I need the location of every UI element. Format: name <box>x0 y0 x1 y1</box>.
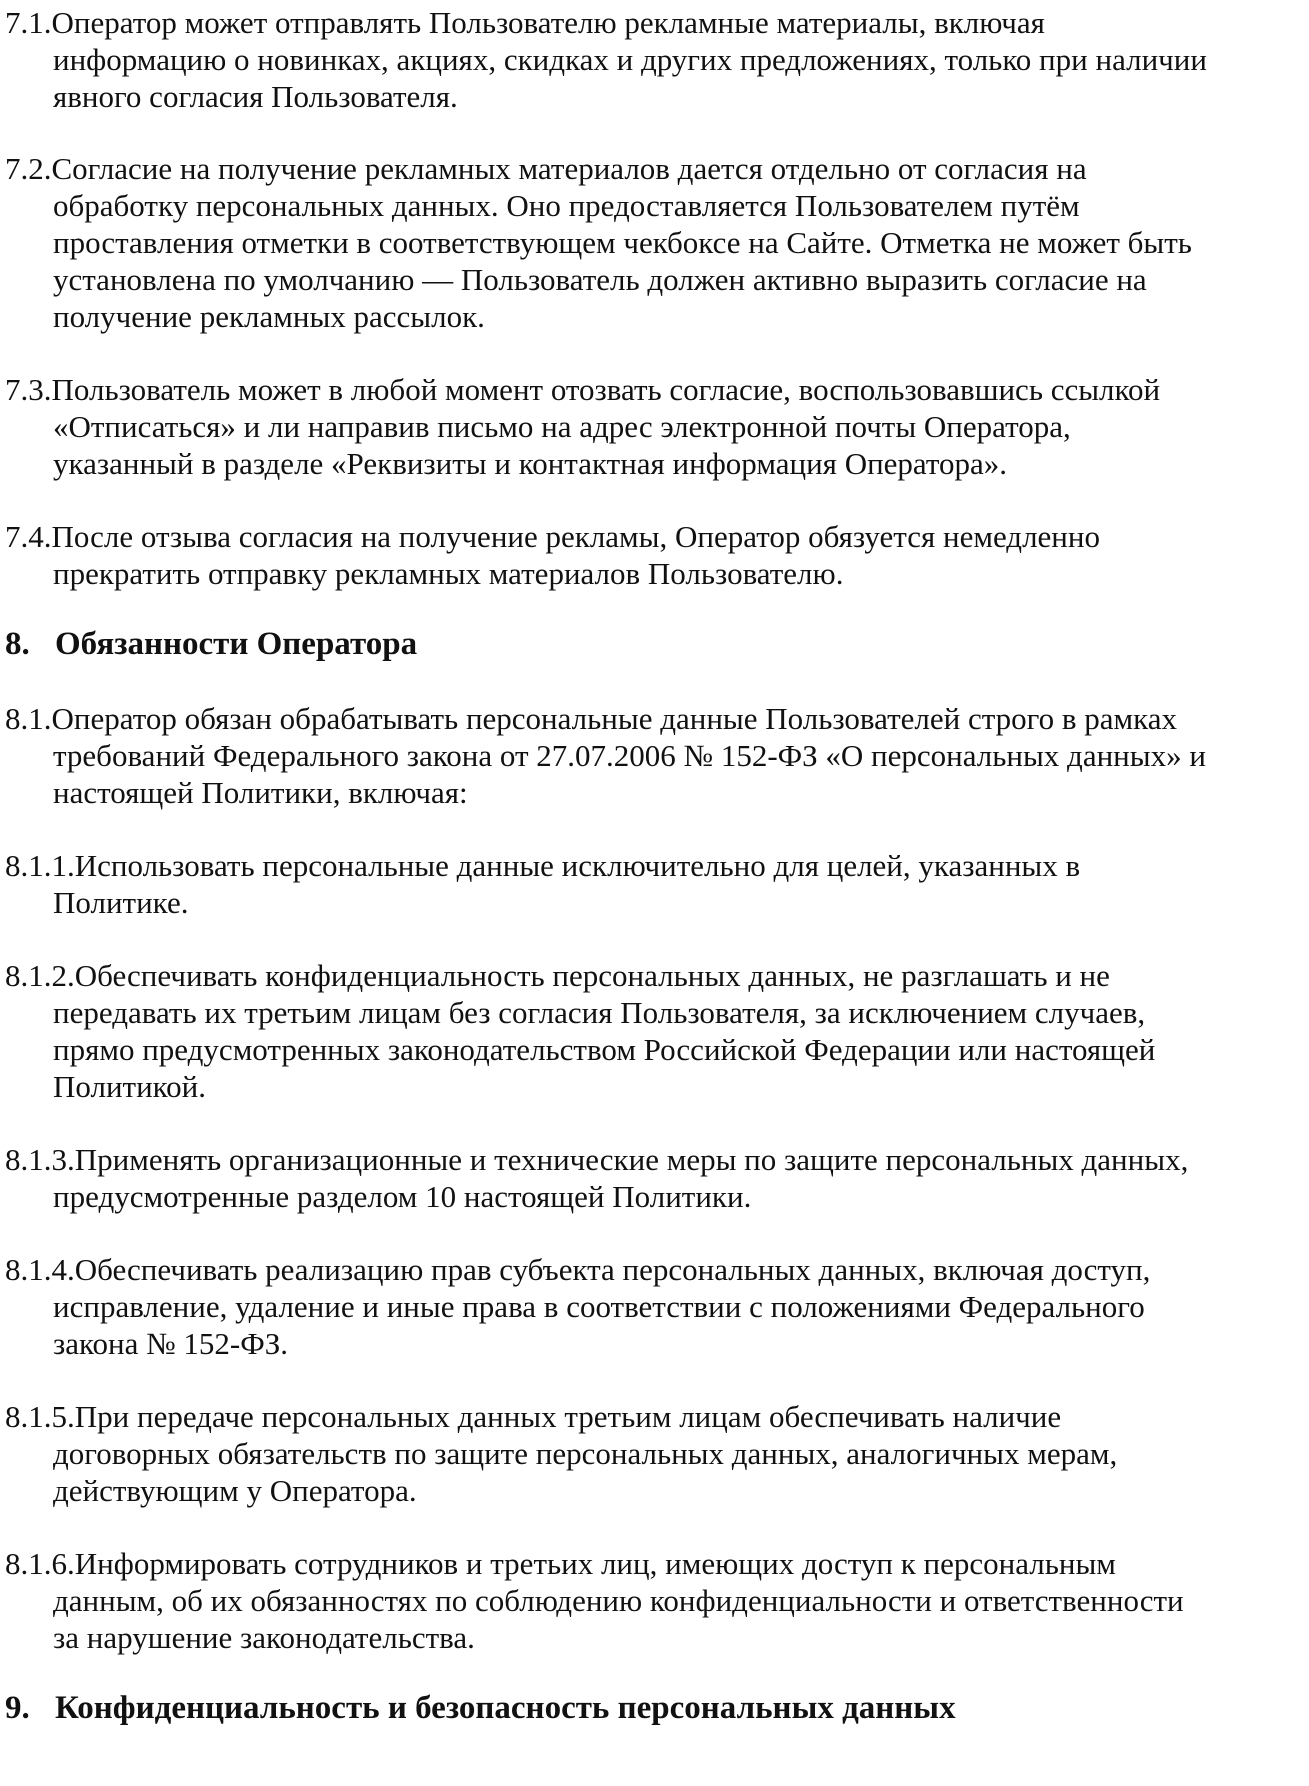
clause-text-line: действующим у Оператора. <box>53 1473 417 1508</box>
clause-8-1-6 <box>5 1545 1295 1656</box>
clause-text-line: прямо предусмотренных законодательством Российской Федерации или настоящей <box>53 1032 1156 1067</box>
clause-8-1-5 <box>5 1398 1295 1509</box>
clause-number: 7.4. <box>5 519 52 554</box>
clause-number: 8.1. <box>5 701 52 736</box>
clause-number: 8.1.3. <box>5 1142 75 1177</box>
section-title: Конфиденциальность и безопасность персональных данных <box>55 1690 956 1726</box>
clause-8-1-4 <box>5 1251 1295 1362</box>
clause-text-line: указанный в разделе «Реквизиты и контактная информация Оператора». <box>53 446 1008 481</box>
clause-number: 7.1. <box>5 5 52 40</box>
clause-text-line: закона № 152-ФЗ. <box>53 1326 289 1361</box>
clause-text-line: информацию о новинках, акциях, скидках и других предложениях, только при наличии <box>53 42 1207 77</box>
clause-text-line: обработку персональных данных. Оно предоставляется Пользователем путём <box>53 188 1080 223</box>
section-number: 8. <box>5 626 30 662</box>
clause-text-line: Политикой. <box>53 1069 207 1104</box>
clause-8-1 <box>5 700 1295 811</box>
clause-8-1-2 <box>5 957 1295 1105</box>
clause-text-line: прекратить отправку рекламных материалов Пользователю. <box>53 556 844 591</box>
clause-number: 8.1.1. <box>5 848 75 883</box>
clause-text-line: данным, об их обязанностях по соблюдению конфиденциальности и ответственности <box>53 1583 1184 1618</box>
clause-7-3 <box>5 371 1295 482</box>
clause-text-line: получение рекламных рассылок. <box>53 299 485 334</box>
clause-text-line: «Отписаться» и ли направив письмо на адрес электронной почты Оператора, <box>53 409 1071 444</box>
clause-text-line: за нарушение законодательства. <box>53 1620 475 1655</box>
clause-number: 8.1.6. <box>5 1546 75 1581</box>
clause-text-line: настоящей Политики, включая: <box>53 775 468 810</box>
clause-7-4 <box>5 518 1295 592</box>
clause-text-line: После отзыва согласия на получение рекламы, Оператор обязуется немедленно <box>51 519 1100 554</box>
clause-text-line: Применять организационные и технические меры по защите персональных данных, <box>74 1142 1189 1177</box>
clause-8-1-3 <box>5 1141 1295 1215</box>
clause-text-line: Обеспечивать реализацию прав субъекта персональных данных, включая доступ, <box>74 1252 1151 1287</box>
clause-text-line: Информировать сотрудников и третьих лиц, имеющих доступ к персональным <box>74 1546 1116 1581</box>
clause-number: 8.1.5. <box>5 1399 75 1434</box>
section-title: Обязанности Оператора <box>55 626 418 662</box>
clause-number: 8.1.4. <box>5 1252 75 1287</box>
clause-number: 8.1.2. <box>5 958 75 993</box>
clause-text-line: Обеспечивать конфиденциальность персональных данных, не разглашать и не <box>74 958 1110 993</box>
clause-text-line: Согласие на получение рекламных материалов дается отдельно от согласия на <box>51 151 1087 186</box>
clause-text-line: явного согласия Пользователя. <box>53 79 458 114</box>
clause-text-line: установлена по умолчанию — Пользователь должен активно выразить согласие на <box>53 262 1147 297</box>
clause-text-line: При передаче персональных данных третьим лицам обеспечивать наличие <box>74 1399 1062 1434</box>
clause-text-line: Пользователь может в любой момент отозвать согласие, воспользовавшись ссылкой <box>51 372 1161 407</box>
clause-text-line: исправление, удаление и иные права в соответствии с положениями Федерального <box>53 1289 1145 1324</box>
clause-number: 7.2. <box>5 151 52 186</box>
clause-text-line: проставления отметки в соответствующем чекбоксе на Сайте. Отметка не может быть <box>53 225 1192 260</box>
clause-text-line: предусмотренные разделом 10 настоящей Политики. <box>53 1179 752 1214</box>
clause-text-line: Политике. <box>53 885 189 920</box>
clause-number: 7.3. <box>5 372 52 407</box>
clause-text-line: передавать их третьим лицам без согласия Пользователя, за исключением случаев, <box>53 995 1146 1030</box>
clause-text-line: Использовать персональные данные исключительно для целей, указанных в <box>74 848 1081 883</box>
clause-text-line: договорных обязательств по защите персональных данных, аналогичных мерам, <box>53 1436 1118 1471</box>
clause-text-line: требований Федерального закона от 27.07.2006 № 152-ФЗ «О персональных данных» и <box>53 738 1206 773</box>
section-heading-8 <box>5 624 417 664</box>
clause-text-line: Оператор обязан обрабатывать персональные данные Пользователей строго в рамках <box>51 701 1177 736</box>
clause-text-line: Оператор может отправлять Пользователю рекламные материалы, включая <box>51 5 1045 40</box>
clause-7-2 <box>5 150 1295 335</box>
section-number: 9. <box>5 1690 30 1726</box>
clause-8-1-1 <box>5 847 1295 921</box>
section-heading-9 <box>5 1688 956 1728</box>
clause-7-1 <box>5 4 1295 115</box>
